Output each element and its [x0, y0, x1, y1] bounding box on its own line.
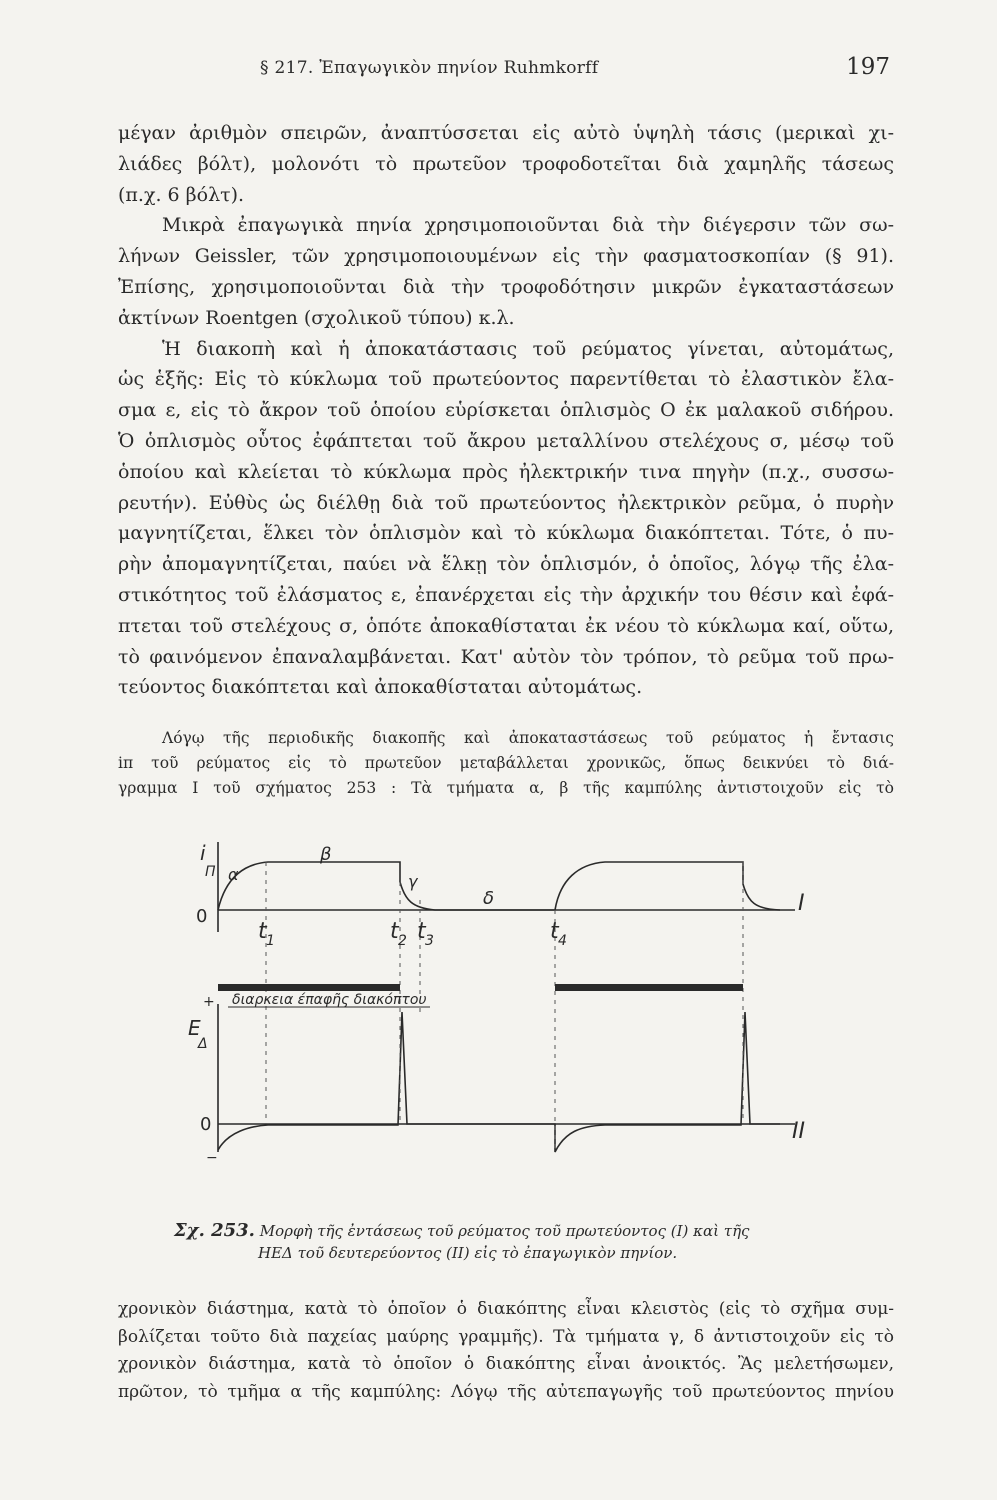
text-line: στικότητος τοῦ ἐλάσματος ε, ἐπανέρχεται εἰς τὴν ἀρχικήν του θέσιν καὶ ἐφά- [118, 583, 894, 606]
curve-label-II: II [792, 1119, 805, 1144]
segment-label-delta: δ [483, 888, 495, 909]
text-line: ρὴν ἀπομαγνητίζεται, παύει νὰ ἕλκῃ τὸν ὁπλισμόν, ὁ ὁποῖος, λόγῳ τῆς ἐλα- [118, 553, 894, 576]
text-line: γραμμα I τοῦ σχήματος 253 : Τὰ τμήματα α, β τῆς καμπύλης ἀντιστοιχοῦν εἰς τὸ [118, 779, 894, 797]
caption-line-1 [150, 1220, 870, 1242]
contact-bar-2 [555, 984, 743, 991]
origin2-label: 0 [200, 1114, 212, 1135]
origin-label: 0 [196, 906, 208, 927]
text-line: iπ τοῦ ρεύματος εἰς τὸ πρωτεῦον μεταβάλλεται χρονικῶς, ὅπως δεικνύει τὸ διά- [118, 754, 894, 772]
time-label-t4-sub: 4 [558, 933, 567, 949]
text-line: χρονικὸν διάστημα, κατὰ τὸ ὁποῖον ὁ διακόπτης εἶναι ἀνοικτός. Ἂς μελετήσωμεν, [118, 1354, 894, 1374]
time-label-t2-sub: 2 [398, 933, 407, 949]
time-label-t1: t [258, 919, 267, 944]
text-line: σμα ε, εἰς τὸ ἄκρον τοῦ ὁποίου εὑρίσκεται ὁπλισμὸς Ο ἐκ μαλακοῦ σιδήρου. [118, 399, 894, 422]
minus-sign: − [206, 1150, 218, 1166]
text-line: λιάδες βόλτ), μολονότι τὸ πρωτεῦον τροφοδοτεῖται διὰ χαμηλῆς τάσεως [118, 152, 894, 175]
text-line: Μικρὰ ἐπαγωγικὰ πηνία χρησιμοποιοῦνται διὰ τὴν διέγερσιν τῶν σω- [162, 214, 894, 237]
text-line: πρῶτον, τὸ τμῆμα α τῆς καμπύλης: Λόγῳ τῆς αὐτεπαγωγῆς τοῦ πρωτεύοντος πηνίου [118, 1381, 894, 1402]
curve-label-I: I [798, 891, 805, 916]
time-label-t2: t [390, 919, 399, 944]
text-line: χρονικὸν διάστημα, κατὰ τὸ ὁποῖον ὁ διακόπτης εἶναι κλειστὸς (εἰς τὸ σχῆμα συμ- [118, 1299, 894, 1319]
time-label-t3: t [417, 919, 426, 944]
time-label-t1-sub: 1 [266, 933, 275, 949]
i-axis-subscript: Π [205, 864, 216, 880]
text-line: τεύοντος διακόπτεται καὶ ἀποκαθίσταται αὐτομάτως. [118, 676, 643, 699]
time-label-t3-sub: 3 [425, 933, 434, 949]
caption-text-1: Μορφὴ τῆς ἐντάσεως τοῦ ρεύματος τοῦ πρωτεύοντος (I) καὶ τῆς [259, 1222, 750, 1240]
text-line: πτεται τοῦ στελέχους σ, ὁπότε ἀποκαθίσταται ἐκ νέου τὸ κύκλωμα καί, οὕτω, [118, 614, 894, 637]
text-line: Ἡ διακοπὴ καὶ ἡ ἀποκατάστασις τοῦ ρεύματος γίνεται, αὐτομάτως, [162, 337, 894, 360]
caption-line-2: ΗΕΔ τοῦ δευτερεύοντος (II) εἰς τὸ ἐπαγωγικὸν πηνίον. [258, 1244, 678, 1262]
emf-axis-subscript: Δ [198, 1036, 208, 1052]
current-curve-I [218, 862, 780, 910]
plus-sign: + [203, 994, 215, 1010]
caption-prefix: Σχ. 253. [174, 1220, 255, 1241]
main-text [118, 118, 894, 703]
text-line: λήνων Geissler, τῶν χρησιμοποιουμένων εἰς τὴν φασματοσκοπίαν (§ 91). [118, 245, 894, 268]
small-print-paragraph [118, 726, 894, 801]
text-line: ὁποίου καὶ κλείεται τὸ κύκλωμα πρὸς ἠλεκτρικήν τινα πηγὴν (π.χ., συσσω- [118, 460, 894, 483]
text-line: Ἐπίσης, χρησιμοποιοῦνται διὰ τὴν τροφοδότησιν μικρῶν ἐγκαταστάσεων [118, 275, 894, 298]
text-line: Ὁ ὁπλισμὸς οὗτος ἐφάπτεται τοῦ ἄκρου μεταλλίνου στελέχους σ, μέσῳ τοῦ [118, 429, 894, 452]
emf-axis-label: E [188, 1016, 201, 1040]
text-line: μέγαν ἀριθμὸν σπειρῶν, ἀναπτύσσεται εἰς αὐτὸ ὑψηλὴ τάσις (μερικαὶ χι- [118, 122, 894, 144]
running-header [260, 54, 890, 88]
text-line: ἀκτίνων Roentgen (σχολικοῦ τύπου) κ.λ. [118, 306, 515, 329]
segment-label-alpha: α [228, 865, 239, 884]
page-number: 197 [846, 54, 890, 80]
contact-duration-caption: διαρκεια έπαφῆς διακόπτου [232, 992, 427, 1008]
text-line: Λόγῳ τῆς περιοδικῆς διακοπῆς καὶ ἀποκαταστάσεως τοῦ ρεύματος ἡ ἔντασις [162, 729, 894, 747]
figure-diagram [180, 832, 840, 1217]
text-line: βολίζεται τοῦτο διὰ παχείας μαύρης γραμμῆς). Τὰ τμήματα γ, δ ἀντιστοιχοῦν εἰς τὸ [118, 1326, 894, 1347]
text-line: ὡς ἑξῆς: Εἰς τὸ κύκλωμα τοῦ πρωτεύοντος παρεντίθεται τὸ ἐλαστικὸν ἔλα- [118, 368, 894, 391]
text-line: τὸ φαινόμενον ἐπαναλαμβάνεται. Κατ' αὐτὸν τὸν τρόπον, τὸ ρεῦμα τοῦ πρω- [118, 645, 894, 668]
segment-label-gamma: γ [408, 872, 418, 891]
figure-caption [150, 1220, 870, 1264]
time-label-t4: t [550, 919, 559, 944]
continuation-text [118, 1296, 894, 1406]
text-line: (π.χ. 6 βόλτ). [118, 183, 245, 206]
contact-bar-1 [218, 984, 400, 991]
segment-label-beta: β [320, 844, 332, 865]
section-title: § 217. Ἐπαγωγικὸν πηνίον Ruhmkorff [260, 58, 599, 78]
figure-253 [180, 832, 840, 1217]
i-axis-label: i [200, 841, 206, 865]
text-line: ρευτήν). Εὐθὺς ὡς διέλθῃ διὰ τοῦ πρωτεύοντος ἠλεκτρικὸν ρεῦμα, ὁ πυρὴν [118, 491, 894, 514]
text-line: μαγνητίζεται, ἕλκει τὸν ὁπλισμὸν καὶ τὸ κύκλωμα διακόπτεται. Τότε, ὁ πυ- [118, 522, 894, 545]
emf-curve-II [218, 1012, 780, 1152]
